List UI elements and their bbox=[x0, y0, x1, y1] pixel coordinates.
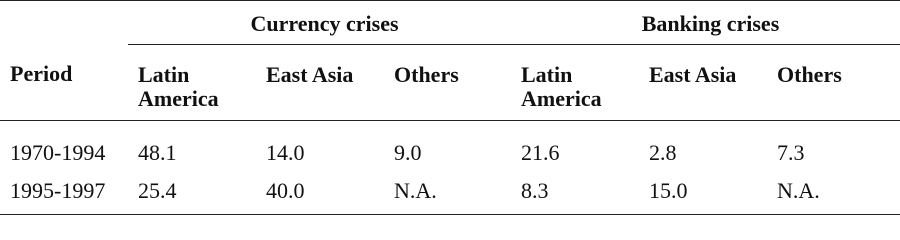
group-header-currency-crises: Currency crises bbox=[128, 0, 511, 44]
column-header-currency-latin-america: Latin America bbox=[128, 44, 256, 120]
cell-banking-latin-america: 21.6 bbox=[521, 139, 560, 165]
cell-currency-others: N.A. bbox=[384, 165, 511, 215]
column-header-currency-others: Others bbox=[384, 44, 511, 120]
cell-banking-latin-america: 8.3 bbox=[511, 165, 639, 215]
cell-currency-latin-america: 48.1 bbox=[138, 139, 177, 165]
cell-currency-latin-america: 25.4 bbox=[128, 165, 256, 215]
cell-currency-others: 9.0 bbox=[394, 139, 422, 165]
group-header-spacer bbox=[0, 0, 128, 44]
column-header-row bbox=[0, 44, 900, 120]
cell-banking-others: 7.3 bbox=[777, 139, 805, 165]
group-header-row bbox=[0, 0, 900, 44]
cell-banking-others: N.A. bbox=[767, 165, 900, 215]
cell-period: 1970-1994 bbox=[10, 139, 106, 165]
table-row bbox=[0, 165, 900, 215]
cell-banking-east-asia: 2.8 bbox=[649, 139, 677, 165]
column-header-period: Period bbox=[0, 44, 128, 120]
group-header-banking-crises: Banking crises bbox=[511, 0, 900, 44]
cell-banking-east-asia: 15.0 bbox=[639, 165, 767, 215]
column-header-currency-east-asia: East Asia bbox=[256, 44, 384, 120]
table-row bbox=[0, 120, 900, 165]
column-header-banking-others: Others bbox=[767, 44, 900, 120]
cell-currency-east-asia: 40.0 bbox=[256, 165, 384, 215]
column-header-banking-latin-america: Latin America bbox=[511, 44, 639, 120]
cell-currency-east-asia: 14.0 bbox=[266, 139, 305, 165]
column-header-banking-east-asia: East Asia bbox=[639, 44, 767, 120]
cell-period: 1995-1997 bbox=[0, 165, 128, 215]
